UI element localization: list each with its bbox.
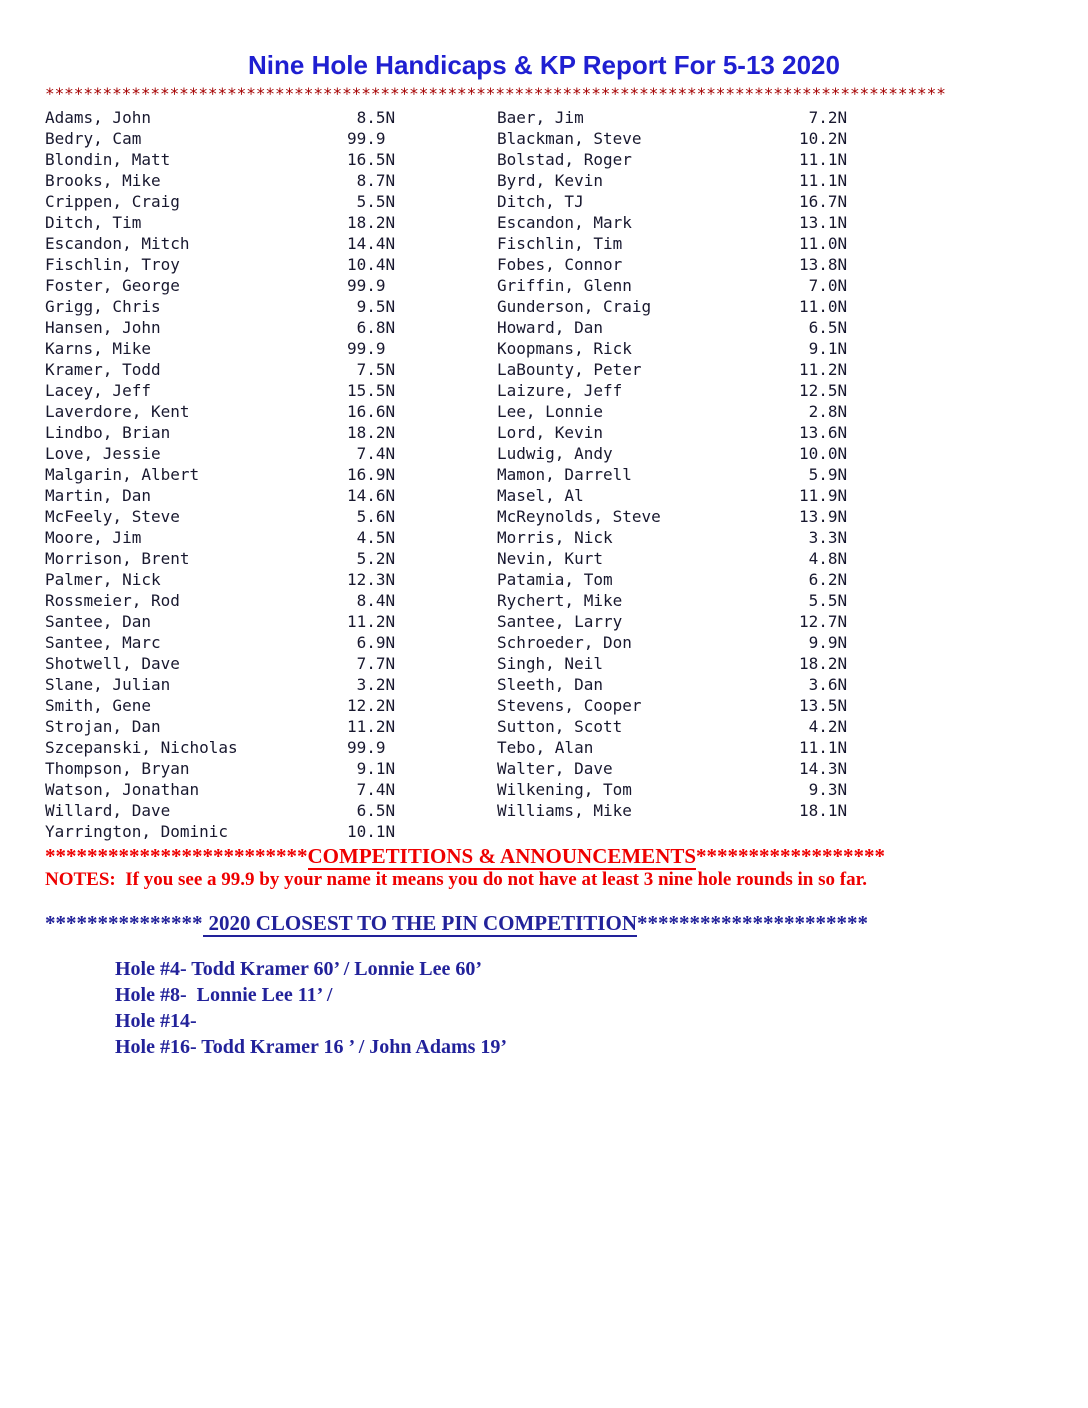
player-name: Wilkening, Tom <box>497 780 632 799</box>
roster-row <box>45 569 497 590</box>
roster-row <box>497 170 955 191</box>
player-handicap: 16.9N <box>347 465 396 484</box>
player-handicap: 18.2N <box>347 423 396 442</box>
player-name: Strojan, Dan <box>45 717 161 736</box>
player-handicap: 9.9N <box>799 633 848 652</box>
roster-row <box>497 275 955 296</box>
player-name: Lacey, Jeff <box>45 381 151 400</box>
player-handicap: 7.5N <box>347 360 396 379</box>
pin-stars-left: *************** <box>45 911 203 935</box>
player-handicap: 4.5N <box>347 528 396 547</box>
roster-row <box>497 212 955 233</box>
player-handicap: 13.9N <box>799 507 848 526</box>
star-separator: ********************************************************************************************** <box>45 85 946 103</box>
roster-row <box>497 695 955 716</box>
player-handicap: 14.3N <box>799 759 848 778</box>
player-name: Morrison, Brent <box>45 549 190 568</box>
player-handicap: 99.9 <box>347 129 386 148</box>
player-name: Crippen, Craig <box>45 192 180 211</box>
roster-row <box>497 527 955 548</box>
roster-row <box>497 800 955 821</box>
player-name: Byrd, Kevin <box>497 171 603 190</box>
player-handicap: 12.7N <box>799 612 848 631</box>
notes-text: If you see a 99.9 by your name it means you do not have at least 3 nine hole rounds in so far. <box>115 869 868 890</box>
player-handicap: 14.4N <box>347 234 396 253</box>
player-handicap: 16.6N <box>347 402 396 421</box>
player-name: Rychert, Mike <box>497 591 623 610</box>
player-handicap: 9.5N <box>347 297 396 316</box>
roster-row <box>45 548 497 569</box>
player-name: Morris, Nick <box>497 528 613 547</box>
roster-row <box>497 107 955 128</box>
roster-row <box>45 611 497 632</box>
roster-row <box>497 338 955 359</box>
roster-row <box>45 758 497 779</box>
roster-right-column <box>497 107 955 842</box>
player-handicap: 12.3N <box>347 570 396 589</box>
pin-competition-heading: 2020 CLOSEST TO THE PIN COMPETITION <box>203 911 637 937</box>
player-name: Ditch, TJ <box>497 192 584 211</box>
player-handicap: 11.0N <box>799 234 848 253</box>
roster-row <box>497 653 955 674</box>
roster-row <box>45 128 497 149</box>
player-handicap: 11.1N <box>799 171 848 190</box>
player-name: Santee, Larry <box>497 612 623 631</box>
player-name: Mamon, Darrell <box>497 465 632 484</box>
competitions-stars-left: ************************* <box>45 844 308 868</box>
roster-row <box>497 716 955 737</box>
roster-row <box>497 233 955 254</box>
roster-row <box>45 716 497 737</box>
player-name: Kramer, Todd <box>45 360 161 379</box>
player-name: LaBounty, Peter <box>497 360 642 379</box>
roster-row <box>45 527 497 548</box>
player-handicap: 14.6N <box>347 486 396 505</box>
player-name: Sutton, Scott <box>497 717 623 736</box>
roster-row <box>497 296 955 317</box>
player-handicap: 5.5N <box>347 192 396 211</box>
player-handicap: 3.6N <box>799 675 848 694</box>
player-name: Laverdore, Kent <box>45 402 190 421</box>
kp-hole-line: Hole #8- Lonnie Lee 11’ / <box>115 984 333 1006</box>
competitions-header <box>45 844 1043 868</box>
player-name: Lee, Lonnie <box>497 402 603 421</box>
roster-row <box>497 569 955 590</box>
roster-row <box>45 464 497 485</box>
player-handicap: 11.2N <box>347 717 396 736</box>
competitions-heading: COMPETITIONS & ANNOUNCEMENTS <box>307 844 697 868</box>
player-handicap: 8.4N <box>347 591 396 610</box>
player-handicap: 13.8N <box>799 255 848 274</box>
player-name: Foster, George <box>45 276 180 295</box>
player-handicap: 4.2N <box>799 717 848 736</box>
player-handicap: 6.9N <box>347 633 396 652</box>
roster-row <box>497 443 955 464</box>
player-name: McReynolds, Steve <box>497 507 661 526</box>
player-name: Willard, Dave <box>45 801 171 820</box>
player-name: Stevens, Cooper <box>497 696 642 715</box>
player-handicap: 10.1N <box>347 822 396 841</box>
player-name: Martin, Dan <box>45 486 151 505</box>
roster-row <box>45 338 497 359</box>
player-handicap: 5.9N <box>799 465 848 484</box>
roster-row <box>497 674 955 695</box>
roster-row <box>45 779 497 800</box>
notes-label: NOTES: <box>45 869 116 890</box>
player-name: Fischlin, Tim <box>497 234 623 253</box>
player-handicap: 99.9 <box>347 276 386 295</box>
roster-row <box>497 506 955 527</box>
player-handicap: 5.2N <box>347 549 396 568</box>
player-handicap: 7.4N <box>347 444 396 463</box>
roster-row <box>45 275 497 296</box>
roster-row <box>45 821 497 842</box>
player-handicap: 11.9N <box>799 486 848 505</box>
player-handicap: 5.6N <box>347 507 396 526</box>
player-handicap: 13.6N <box>799 423 848 442</box>
roster-row <box>45 632 497 653</box>
player-name: Singh, Neil <box>497 654 603 673</box>
roster-row <box>45 233 497 254</box>
kp-hole-line: Hole #16- Todd Kramer 16 ’ / John Adams 19’ <box>115 1036 508 1058</box>
roster-row <box>497 128 955 149</box>
roster-row <box>497 359 955 380</box>
player-name: Yarrington, Dominic <box>45 822 229 841</box>
player-handicap: 2.8N <box>799 402 848 421</box>
player-handicap: 5.5N <box>799 591 848 610</box>
notes-line <box>45 868 1043 891</box>
player-handicap: 10.0N <box>799 444 848 463</box>
player-name: Ditch, Tim <box>45 213 142 232</box>
player-handicap: 13.5N <box>799 696 848 715</box>
player-handicap: 11.2N <box>799 360 848 379</box>
competitions-stars-right: ****************** <box>696 844 886 868</box>
player-name: Griffin, Glenn <box>497 276 632 295</box>
player-handicap: 10.2N <box>799 129 848 148</box>
player-handicap: 8.7N <box>347 171 396 190</box>
roster-row <box>497 380 955 401</box>
player-name: Slane, Julian <box>45 675 171 694</box>
player-name: Grigg, Chris <box>45 297 161 316</box>
roster-row <box>45 254 497 275</box>
player-handicap: 12.2N <box>347 696 396 715</box>
roster-row <box>45 443 497 464</box>
player-handicap: 15.5N <box>347 381 396 400</box>
handicap-roster <box>45 107 1043 842</box>
roster-row <box>45 191 497 212</box>
kp-results-list <box>115 956 1043 1060</box>
roster-row <box>497 464 955 485</box>
player-handicap: 6.5N <box>347 801 396 820</box>
player-name: Tebo, Alan <box>497 738 594 757</box>
roster-row <box>497 485 955 506</box>
player-name: Watson, Jonathan <box>45 780 200 799</box>
player-name: Santee, Marc <box>45 633 161 652</box>
player-handicap: 7.4N <box>347 780 396 799</box>
player-name: Koopmans, Rick <box>497 339 632 358</box>
kp-hole-line: Hole #14- <box>115 1010 197 1032</box>
roster-row <box>45 401 497 422</box>
roster-row <box>497 737 955 758</box>
player-name: Ludwig, Andy <box>497 444 613 463</box>
roster-row <box>45 149 497 170</box>
player-handicap: 12.5N <box>799 381 848 400</box>
player-name: Lindbo, Brian <box>45 423 171 442</box>
player-handicap: 9.3N <box>799 780 848 799</box>
player-name: Karns, Mike <box>45 339 151 358</box>
player-name: Masel, Al <box>497 486 584 505</box>
player-handicap: 9.1N <box>799 339 848 358</box>
player-name: Hansen, John <box>45 318 161 337</box>
player-handicap: 11.0N <box>799 297 848 316</box>
player-name: Williams, Mike <box>497 801 632 820</box>
roster-row <box>45 737 497 758</box>
player-name: Szcepanski, Nicholas <box>45 738 238 757</box>
player-handicap: 13.1N <box>799 213 848 232</box>
player-name: Laizure, Jeff <box>497 381 623 400</box>
player-name: Gunderson, Craig <box>497 297 652 316</box>
player-handicap: 18.2N <box>799 654 848 673</box>
player-name: Baer, Jim <box>497 108 584 127</box>
roster-row <box>497 758 955 779</box>
roster-row <box>45 212 497 233</box>
player-name: Malgarin, Albert <box>45 465 200 484</box>
roster-row <box>497 422 955 443</box>
player-handicap: 4.8N <box>799 549 848 568</box>
player-name: Santee, Dan <box>45 612 151 631</box>
player-handicap: 3.3N <box>799 528 848 547</box>
player-handicap: 10.4N <box>347 255 396 274</box>
player-handicap: 6.8N <box>347 318 396 337</box>
player-name: Schroeder, Don <box>497 633 632 652</box>
player-name: Bolstad, Roger <box>497 150 632 169</box>
roster-row <box>497 779 955 800</box>
player-name: McFeely, Steve <box>45 507 180 526</box>
roster-row <box>45 653 497 674</box>
player-name: Bedry, Cam <box>45 129 142 148</box>
roster-row <box>45 485 497 506</box>
roster-row <box>45 380 497 401</box>
player-name: Patamia, Tom <box>497 570 613 589</box>
roster-row <box>497 548 955 569</box>
roster-row <box>497 254 955 275</box>
player-name: Lord, Kevin <box>497 423 603 442</box>
player-name: Walter, Dave <box>497 759 613 778</box>
player-handicap: 7.2N <box>799 108 848 127</box>
player-name: Shotwell, Dave <box>45 654 180 673</box>
player-name: Blondin, Matt <box>45 150 171 169</box>
roster-row <box>45 695 497 716</box>
player-name: Thompson, Bryan <box>45 759 190 778</box>
roster-row <box>45 296 497 317</box>
roster-row <box>497 590 955 611</box>
player-name: Palmer, Nick <box>45 570 161 589</box>
player-handicap: 99.9 <box>347 738 386 757</box>
player-name: Rossmeier, Rod <box>45 591 180 610</box>
player-name: Nevin, Kurt <box>497 549 603 568</box>
player-handicap: 6.2N <box>799 570 848 589</box>
player-name: Love, Jessie <box>45 444 161 463</box>
roster-row <box>497 317 955 338</box>
roster-row <box>45 506 497 527</box>
player-name: Blackman, Steve <box>497 129 642 148</box>
player-handicap: 99.9 <box>347 339 386 358</box>
player-name: Sleeth, Dan <box>497 675 603 694</box>
player-handicap: 18.2N <box>347 213 396 232</box>
player-name: Brooks, Mike <box>45 171 161 190</box>
roster-row <box>497 191 955 212</box>
roster-left-column <box>45 107 497 842</box>
player-name: Moore, Jim <box>45 528 142 547</box>
player-handicap: 16.7N <box>799 192 848 211</box>
roster-row <box>45 107 497 128</box>
kp-hole-line: Hole #4- Todd Kramer 60’ / Lonnie Lee 60’ <box>115 958 483 980</box>
player-handicap: 7.7N <box>347 654 396 673</box>
player-handicap: 6.5N <box>799 318 848 337</box>
roster-row <box>45 170 497 191</box>
roster-row <box>45 317 497 338</box>
player-name: Fischlin, Troy <box>45 255 180 274</box>
player-handicap: 11.2N <box>347 612 396 631</box>
player-handicap: 3.2N <box>347 675 396 694</box>
player-handicap: 11.1N <box>799 738 848 757</box>
roster-row <box>497 401 955 422</box>
roster-row <box>497 632 955 653</box>
player-handicap: 7.0N <box>799 276 848 295</box>
pin-competition-header <box>45 911 1043 936</box>
player-name: Adams, John <box>45 108 151 127</box>
roster-row <box>45 800 497 821</box>
player-handicap: 9.1N <box>347 759 396 778</box>
roster-row <box>45 359 497 380</box>
page-title: Nine Hole Handicaps & KP Report For 5-13 2020 <box>248 50 840 80</box>
player-name: Fobes, Connor <box>497 255 623 274</box>
roster-row <box>497 611 955 632</box>
player-name: Howard, Dan <box>497 318 603 337</box>
player-handicap: 18.1N <box>799 801 848 820</box>
pin-stars-right: ********************** <box>636 911 868 935</box>
roster-row <box>45 590 497 611</box>
player-handicap: 8.5N <box>347 108 396 127</box>
roster-row <box>45 422 497 443</box>
player-handicap: 11.1N <box>799 150 848 169</box>
roster-row <box>45 674 497 695</box>
player-name: Escandon, Mitch <box>45 234 190 253</box>
player-handicap: 16.5N <box>347 150 396 169</box>
player-name: Escandon, Mark <box>497 213 632 232</box>
player-name: Smith, Gene <box>45 696 151 715</box>
roster-row <box>497 149 955 170</box>
